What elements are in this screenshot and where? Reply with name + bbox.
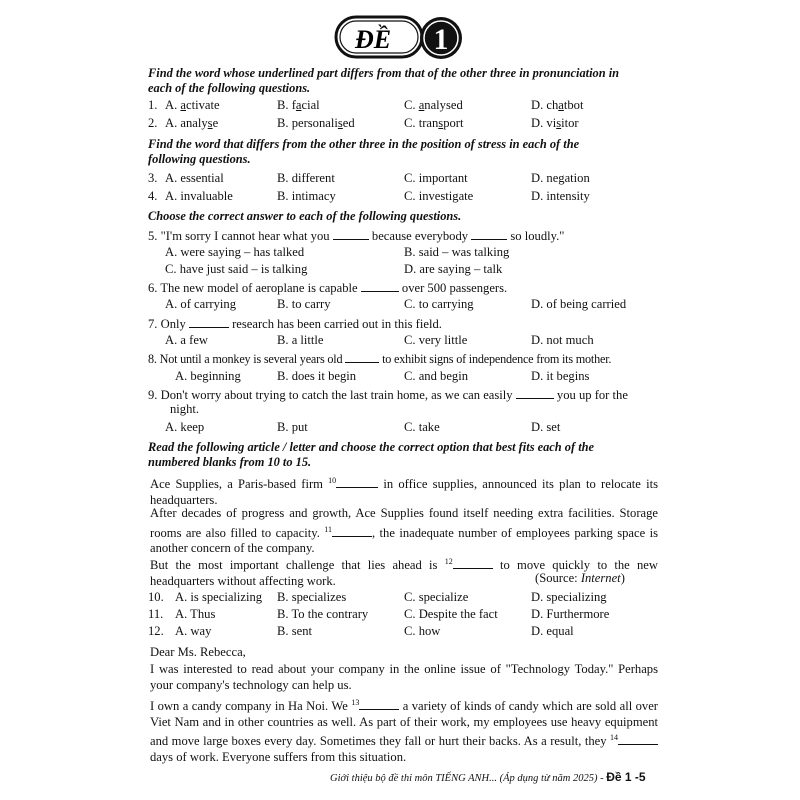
q8-option-d: D. it begins [531, 369, 590, 383]
exam-number: 1 [433, 23, 449, 56]
q12-option-a: A. way [175, 624, 212, 638]
q4-option-c: C. investigate [404, 189, 474, 203]
q1-option-a: A. activate [165, 98, 220, 112]
q5-option-a: A. were saying – has talked [165, 245, 305, 259]
article-paragraph-1: Ace Supplies, a Paris-based firm $^{10}$ in office supplies, announced its plan to relocate its headquarters. [150, 476, 658, 507]
q5-stem: 5. "I'm sorry I cannot hear what you because everybody so loudly." [148, 229, 565, 243]
instruction-pronunciation-cont: each of the following questions. [148, 81, 311, 95]
instruction-reading-cont: numbered blanks from 10 to 15. [148, 455, 312, 469]
q7-stem: 7. Only research has been carried out in this field. [148, 317, 442, 331]
q4-option-d: D. intensity [531, 189, 590, 203]
q11-option-a: A. Thus [175, 607, 216, 621]
q3-number: 3. [148, 171, 158, 185]
q1-option-d: D. chatbot [531, 98, 584, 112]
q3-option-a: A. essential [165, 171, 224, 185]
q9-stem: 9. Don't worry about trying to catch the last train home, as we can easily you up for the [148, 388, 628, 402]
article-paragraph-2: After decades of progress and growth, Ace Supplies found itself needing extra facilities. Storage rooms are also filled to capacity. $^{11}$ , the inadequate number of employees parking space is another concern of the company. [150, 506, 659, 556]
q7-option-b: B. a little [277, 333, 324, 347]
q9-option-a: A. keep [165, 420, 205, 434]
q6-option-c: C. to carrying [404, 297, 474, 311]
page-number: Đề 1 -5 [606, 770, 646, 784]
q7-option-a: A. a few [165, 333, 209, 347]
q1-option-c: C. analysed [404, 98, 463, 112]
q4-option-b: B. intimacy [277, 189, 336, 203]
instruction-stress: Find the word that differs from the other three in the position of stress in each of the [148, 137, 580, 151]
q10-option-c: C. specialize [404, 590, 469, 604]
q3-option-c: C. important [404, 171, 468, 185]
q10-option-a: A. is specializing [175, 590, 263, 604]
instruction-reading: Read the following article / letter and choose the correct option that best fits each of the [148, 440, 595, 454]
q10-option-b: B. specializes [277, 590, 347, 604]
q11-option-b: B. To the contrary [277, 607, 369, 621]
q11-number: 11. [148, 607, 164, 621]
q6-stem: 6. The new model of aeroplane is capable over 500 passengers. [148, 281, 508, 295]
q2-option-b: B. personalised [277, 116, 355, 130]
q6-option-d: D. of being carried [531, 297, 627, 311]
page-footer: Giới thiệu bộ đề thi môn TIẾNG ANH... (Áp dụng từ năm 2025) - Đề 1 -5 [330, 770, 646, 784]
q9-option-d: D. set [531, 420, 561, 434]
q11-option-d: D. Furthermore [531, 607, 610, 621]
letter-paragraph-2: I own a candy company in Ha Noi. We $^{13}$ a variety of kinds of candy which are sold all over Viet Nam and in other countries as well. As part of their work, my employees use heavy equipment and move large boxes every day. Sometimes they fall or hurt their backs. As a result, they $^{14}$ days of work. Everyone suffers from this situation. [150, 698, 659, 764]
q2-option-d: D. visitor [531, 116, 579, 130]
q8-stem: 8. Not until a monkey is several years old to exhibit signs of independence from its mother. [148, 352, 612, 366]
q5-option-c: C. have just said – is talking [165, 262, 308, 276]
q9-option-c: C. take [404, 420, 440, 434]
q3-option-b: B. different [277, 171, 335, 185]
q5-option-b: B. said – was talking [404, 245, 510, 259]
q12-number: 12. [148, 624, 164, 638]
q11-option-c: C. Despite the fact [404, 607, 498, 621]
q6-option-a: A. of carrying [165, 297, 236, 311]
q9-option-b: B. put [277, 420, 308, 434]
q8-option-a: A. beginning [175, 369, 241, 383]
q10-option-d: D. specializing [531, 590, 607, 604]
q10-number: 10. [148, 590, 164, 604]
instruction-pronunciation: Find the word whose underlined part differs from that of the other three in pronunciation in [148, 66, 620, 80]
exam-title-badge [333, 11, 467, 65]
q7-option-c: C. very little [404, 333, 468, 347]
q2-option-c: C. transport [404, 116, 464, 130]
q8-option-b: B. does it begin [277, 369, 357, 383]
q4-option-a: A. invaluable [165, 189, 233, 203]
q2-option-a: A. analyse [165, 116, 219, 130]
instruction-stress-cont: following questions. [148, 152, 251, 166]
instruction-choose: Choose the correct answer to each of the following questions. [148, 209, 462, 223]
q7-option-d: D. not much [531, 333, 594, 347]
q1-number: 1. [148, 98, 158, 112]
q6-option-b: B. to carry [277, 297, 331, 311]
article-source: (Source: Internet) [535, 571, 625, 585]
q1-option-b: B. facial [277, 98, 320, 112]
q12-option-b: B. sent [277, 624, 312, 638]
q4-number: 4. [148, 189, 158, 203]
q12-option-c: C. how [404, 624, 441, 638]
q3-option-d: D. negation [531, 171, 590, 185]
de-label: ĐỀ [355, 25, 392, 54]
q2-number: 2. [148, 116, 158, 130]
q12-option-d: D. equal [531, 624, 574, 638]
article-paragraph-3: But the most important challenge that lies ahead is $^{12}$ to move quickly to the new headquarters without affecting work. [150, 557, 658, 588]
letter-paragraph-1: I was interested to read about your company in the online issue of "Technology Today." Perhaps your company's technology can help us. [150, 662, 658, 692]
letter-greeting: Dear Ms. Rebecca, [150, 645, 246, 659]
q9-stem-cont: night. [170, 402, 200, 416]
q5-option-d: D. are saying – talk [404, 262, 503, 276]
q8-option-c: C. and begin [404, 369, 469, 383]
